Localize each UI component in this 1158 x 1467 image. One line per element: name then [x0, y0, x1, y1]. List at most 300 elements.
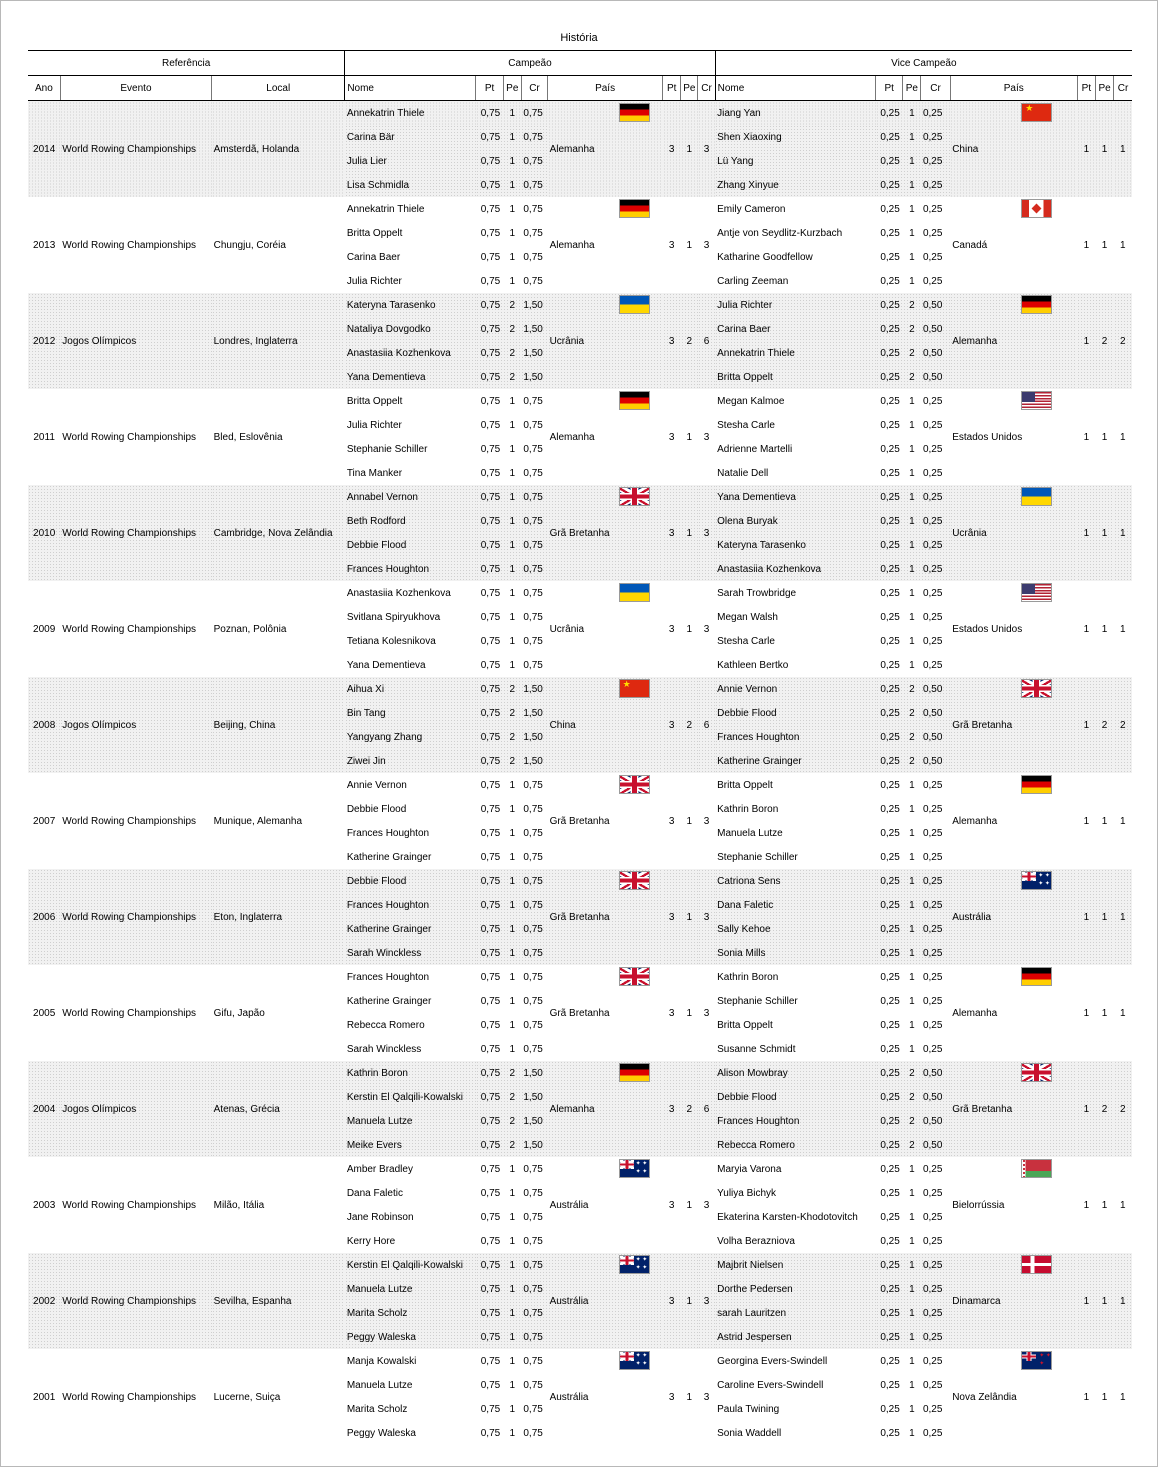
vice-athlete-cr: 0,25 [922, 1187, 943, 1199]
vice-athlete-pt: 0,25 [876, 365, 903, 389]
vice-athlete-pe: 1 [909, 1235, 915, 1247]
vice-athlete-pt: 0,25 [880, 971, 900, 983]
champion-country-cell [548, 581, 663, 677]
vice-athlete-cr: 0,25 [921, 941, 950, 965]
champion-athlete-name: Yana Dementieva [346, 659, 426, 671]
vice-athlete-pt: 0,25 [880, 275, 900, 287]
year-cell: 2002 [28, 1253, 60, 1349]
champion-athlete-name: Frances Houghton [345, 893, 476, 917]
champion-athlete-pt: 0,75 [480, 1043, 501, 1055]
champion-athlete-pe: 1 [509, 779, 516, 791]
champion-athlete-pe: 1 [509, 275, 516, 287]
vice-athlete-pt: 0,25 [876, 1277, 903, 1301]
champion-athlete-name: Debbie Flood [345, 869, 476, 893]
vice-athlete-pe: 1 [903, 149, 921, 173]
vice-athlete-name: Stephanie Schiller [717, 995, 798, 1007]
champion-athlete-pe: 1 [509, 1403, 516, 1415]
champion-athlete-cr: 0,75 [523, 659, 543, 671]
champion-athlete-pe: 2 [503, 317, 521, 341]
champion-athlete-cr: 0,75 [523, 1235, 543, 1247]
vice-athlete-name: Catriona Sens [715, 869, 875, 893]
champion-country-label: China [549, 719, 576, 731]
champion-country-cr: 3 [703, 239, 710, 251]
vice-athlete-name: Olena Buryak [715, 509, 875, 533]
new-zealand-flag-icon [1021, 1351, 1052, 1370]
champion-athlete-cr: 0,75 [521, 125, 547, 149]
champion-country-pe: 2 [681, 677, 698, 773]
champion-athlete-cr: 0,75 [523, 467, 543, 479]
vice-athlete-cr: 0,25 [922, 443, 943, 455]
champion-athlete-cr: 0,75 [523, 779, 543, 791]
champion-country-cell [548, 1157, 663, 1253]
canada-flag-icon [1021, 199, 1052, 218]
champion-country-label: Ucrânia [549, 623, 585, 635]
champion-athlete-name: Ziwei Jin [345, 749, 476, 773]
champion-athlete-name: Amber Bradley [346, 1163, 413, 1175]
vice-athlete-cr: 0,25 [922, 827, 943, 839]
vice-athlete-pe: 1 [903, 917, 921, 941]
table-row [28, 1253, 1132, 1277]
vice-athlete-pe: 1 [903, 173, 921, 197]
year-cell: 2006 [28, 869, 60, 965]
champion-country-label: Austrália [549, 1199, 589, 1211]
col-header-vice-name: Nome [715, 76, 875, 101]
vice-athlete-cr: 0,25 [921, 485, 950, 509]
vice-athlete-pe: 1 [903, 101, 921, 126]
australia-flag-icon [619, 1255, 650, 1274]
vice-athlete-name: Dana Faletic [715, 893, 875, 917]
vice-athlete-name: Georgina Evers-Swindell [717, 1355, 828, 1367]
champion-country-cell [548, 389, 663, 485]
champion-athlete-pe: 1 [509, 467, 516, 479]
ukraine-flag-icon [619, 295, 650, 314]
champion-athlete-pt: 0,75 [476, 101, 503, 126]
champion-athlete-cr: 0,75 [523, 395, 543, 407]
vice-athlete-name: Dorthe Pedersen [715, 1277, 875, 1301]
champion-athlete-pt: 0,75 [476, 365, 503, 389]
champion-athlete-name: Manuela Lutze [345, 1277, 476, 1301]
vice-athlete-name: Stephanie Schiller [717, 851, 798, 863]
vice-country-label: Grã Bretanha [952, 719, 1013, 731]
champion-athlete-pe: 1 [509, 827, 516, 839]
vice-athlete-pt: 0,25 [876, 725, 903, 749]
champion-athlete-cr: 0,75 [523, 1355, 543, 1367]
vice-athlete-cr: 0,25 [922, 227, 943, 239]
champion-athlete-pt: 0,75 [476, 557, 503, 581]
col-header-champion-pe: Pe [503, 76, 521, 101]
vice-country-label: Alemanha [952, 1007, 998, 1019]
champion-athlete-name: Stephanie Schiller [346, 443, 428, 455]
champion-athlete-name: Kerstin El Qalqili-Kowalski [345, 1085, 476, 1109]
champion-athlete-pt: 0,75 [480, 395, 501, 407]
champion-athlete-cr: 0,75 [523, 1211, 543, 1223]
vice-country-cr: 1 [1120, 239, 1126, 251]
vice-country-cell [950, 389, 1077, 485]
event-cell: World Rowing Championships [60, 101, 211, 198]
vice-country-label: Alemanha [952, 815, 998, 827]
vice-athlete-pt: 0,25 [880, 1187, 900, 1199]
vice-athlete-pt: 0,25 [876, 1133, 903, 1157]
champion-athlete-pe: 1 [509, 443, 516, 455]
vice-athlete-name: Stesha Carle [717, 635, 775, 647]
champion-country-label: Grã Bretanha [549, 815, 610, 827]
year-cell: 2009 [33, 623, 56, 635]
champion-athlete-name: Tetiana Kolesnikova [346, 635, 436, 647]
vice-athlete-cr: 0,25 [922, 1235, 943, 1247]
champion-athlete-pe: 1 [509, 971, 516, 983]
vice-country-pe: 2 [1095, 677, 1113, 773]
event-cell: Jogos Olímpicos [60, 293, 211, 389]
champion-country-pe: 2 [681, 1061, 698, 1157]
champion-athlete-pe: 1 [509, 1019, 516, 1031]
champion-athlete-pe: 2 [503, 293, 521, 317]
ukraine-flag-icon [619, 583, 650, 602]
year-cell: 2010 [28, 485, 60, 581]
vice-athlete-name: Sally Kehoe [715, 917, 875, 941]
champion-athlete-pe: 2 [503, 365, 521, 389]
vice-athlete-pt: 0,25 [880, 1163, 900, 1175]
vice-country-label: Estados Unidos [952, 623, 1023, 635]
champion-athlete-pt: 0,75 [476, 1301, 503, 1325]
vice-athlete-pe: 2 [903, 1133, 921, 1157]
champion-athlete-pe: 2 [503, 749, 521, 773]
champion-athlete-name: Marita Scholz [346, 1403, 408, 1415]
place-cell: Poznan, Polônia [213, 623, 287, 635]
champion-athlete-cr: 1,50 [521, 725, 547, 749]
vice-athlete-pe: 1 [909, 1019, 915, 1031]
champion-athlete-cr: 0,75 [523, 587, 543, 599]
vice-country-cell [950, 677, 1077, 773]
vice-athlete-name: Caroline Evers-Swindell [717, 1379, 824, 1391]
champion-athlete-name: Peggy Waleska [346, 1427, 416, 1439]
vice-country-pe: 1 [1101, 1199, 1108, 1211]
champion-athlete-pe: 1 [509, 1187, 516, 1199]
table-row [28, 197, 1132, 221]
vice-athlete-pt: 0,25 [880, 443, 900, 455]
champion-athlete-cr: 0,75 [523, 419, 543, 431]
champion-athlete-cr: 1,50 [521, 701, 547, 725]
champion-athlete-pt: 0,75 [476, 1085, 503, 1109]
vice-country-cell [950, 101, 1077, 198]
vice-athlete-cr: 0,25 [921, 1325, 950, 1349]
champion-country-pe: 1 [681, 101, 698, 198]
vice-athlete-pe: 1 [903, 1253, 921, 1277]
vice-athlete-pt: 0,25 [880, 203, 900, 215]
champion-country-pe: 1 [681, 1253, 698, 1349]
vice-athlete-pe: 1 [903, 1277, 921, 1301]
vice-athlete-name: sarah Lauritzen [715, 1301, 875, 1325]
champion-athlete-name: Frances Houghton [345, 557, 476, 581]
place-cell: Milão, Itália [213, 1199, 265, 1211]
vice-athlete-cr: 0,50 [921, 365, 950, 389]
vice-country-cr: 1 [1114, 101, 1132, 198]
champion-athlete-pt: 0,75 [476, 173, 503, 197]
champion-country-cell [548, 293, 663, 389]
vice-athlete-cr: 0,50 [921, 1061, 950, 1085]
vice-athlete-cr: 0,25 [922, 779, 943, 791]
year-cell: 2003 [33, 1199, 56, 1211]
champion-athlete-name: Meike Evers [345, 1133, 476, 1157]
champion-country-cell [548, 773, 663, 869]
champion-country-pt: 3 [663, 1253, 681, 1349]
champion-athlete-pe: 2 [503, 341, 521, 365]
champion-country-cr: 3 [698, 101, 715, 198]
vice-country-label: Grã Bretanha [952, 1103, 1013, 1115]
champion-country-cell [548, 1061, 663, 1157]
vice-athlete-cr: 0,25 [922, 395, 943, 407]
vice-country-pe: 1 [1101, 815, 1108, 827]
vice-country-cr: 2 [1114, 293, 1132, 389]
event-cell: World Rowing Championships [60, 869, 211, 965]
champion-athlete-pe: 1 [509, 251, 516, 263]
champion-athlete-pe: 1 [503, 557, 521, 581]
vice-athlete-name: Kathrin Boron [717, 971, 779, 983]
champion-athlete-cr: 0,75 [523, 203, 543, 215]
year-cell: 2013 [33, 239, 56, 251]
champion-country-cell [548, 869, 663, 965]
vice-country-pt: 1 [1083, 1199, 1090, 1211]
champion-country-pe: 1 [686, 623, 693, 635]
champion-athlete-pt: 0,75 [480, 227, 501, 239]
champion-country-label: Alemanha [549, 431, 595, 443]
place-cell: Gifu, Japão [213, 1007, 265, 1019]
champion-athlete-pt: 0,75 [476, 893, 503, 917]
vice-athlete-cr: 0,50 [921, 749, 950, 773]
champion-athlete-name: Annekatrin Thiele [346, 203, 425, 215]
champion-athlete-name: Yana Dementieva [345, 365, 476, 389]
vice-athlete-name: Sonia Mills [715, 941, 875, 965]
champion-athlete-pt: 0,75 [480, 1187, 501, 1199]
year-cell: 2011 [33, 431, 55, 443]
champion-athlete-name: Annekatrin Thiele [345, 101, 476, 126]
vice-country-pe: 1 [1095, 485, 1113, 581]
place-cell: Atenas, Grécia [212, 1061, 345, 1157]
champion-athlete-pe: 1 [503, 509, 521, 533]
vice-athlete-pe: 2 [903, 725, 921, 749]
vice-athlete-pt: 0,25 [880, 395, 900, 407]
vice-athlete-pe: 1 [909, 635, 915, 647]
champion-athlete-cr: 0,75 [523, 1427, 543, 1439]
col-header-champion-cr: Cr [521, 76, 547, 101]
vice-athlete-cr: 0,25 [922, 659, 943, 671]
champion-athlete-pe: 1 [503, 533, 521, 557]
vice-athlete-pt: 0,25 [880, 803, 900, 815]
col-header-champion-name: Nome [345, 76, 476, 101]
event-cell: World Rowing Championships [62, 239, 197, 251]
vice-athlete-cr: 0,25 [921, 509, 950, 533]
vice-athlete-name: Debbie Flood [715, 701, 875, 725]
champion-athlete-name: Sarah Winckless [346, 1043, 422, 1055]
champion-athlete-name: Anastasiia Kozhenkova [346, 587, 451, 599]
vice-athlete-name: Annie Vernon [715, 677, 875, 701]
vice-athlete-pt: 0,25 [880, 251, 900, 263]
vice-athlete-cr: 0,25 [922, 995, 943, 1007]
champion-athlete-name: Marita Scholz [345, 1301, 476, 1325]
vice-athlete-pt: 0,25 [880, 851, 900, 863]
champion-athlete-cr: 0,75 [523, 851, 543, 863]
vice-country-pt: 1 [1077, 293, 1095, 389]
champion-athlete-pe: 1 [509, 803, 516, 815]
germany-flag-icon [619, 199, 650, 218]
uk-flag-icon [1021, 1063, 1052, 1082]
table-row [28, 293, 1132, 317]
champion-country-pt: 3 [668, 1007, 675, 1019]
vice-athlete-pe: 1 [909, 467, 915, 479]
vice-athlete-pe: 1 [903, 485, 921, 509]
vice-athlete-pe: 2 [903, 341, 921, 365]
champion-athlete-pt: 0,75 [476, 1253, 503, 1277]
page-title: História [560, 32, 598, 44]
col-header-vice-pe: Pe [903, 76, 921, 101]
vice-athlete-pe: 1 [903, 509, 921, 533]
vice-athlete-pe: 1 [909, 1427, 915, 1439]
champion-country-pt: 3 [663, 293, 681, 389]
vice-country-cr: 1 [1120, 431, 1126, 443]
col-header-vice-country-cr: Cr [1114, 76, 1132, 101]
champion-athlete-pe: 1 [509, 203, 516, 215]
vice-athlete-pt: 0,25 [876, 749, 903, 773]
vice-athlete-pe: 1 [903, 533, 921, 557]
year-cell: 2008 [28, 677, 60, 773]
champion-country-cell [548, 1253, 663, 1349]
champion-athlete-cr: 0,75 [523, 1187, 543, 1199]
champion-athlete-name: Svitlana Spiryukhova [346, 611, 441, 623]
champion-athlete-name: Katherine Grainger [346, 995, 432, 1007]
champion-athlete-cr: 0,75 [523, 635, 543, 647]
champion-athlete-name: Annie Vernon [346, 779, 407, 791]
vice-athlete-cr: 0,25 [921, 1277, 950, 1301]
champion-athlete-pe: 1 [509, 587, 516, 599]
champion-athlete-name: Debbie Flood [345, 533, 476, 557]
vice-athlete-name: Debbie Flood [715, 1085, 875, 1109]
champion-athlete-pe: 1 [509, 635, 516, 647]
champion-athlete-cr: 0,75 [521, 1301, 547, 1325]
vice-athlete-cr: 0,25 [921, 869, 950, 893]
champion-athlete-name: Kateryna Tarasenko [345, 293, 476, 317]
vice-country-label: Estados Unidos [952, 431, 1023, 443]
champion-athlete-cr: 0,75 [521, 485, 547, 509]
vice-athlete-name: Kathrin Boron [717, 803, 779, 815]
vice-athlete-pt: 0,25 [876, 701, 903, 725]
event-cell: World Rowing Championships [62, 1391, 197, 1403]
vice-athlete-cr: 0,50 [921, 1085, 950, 1109]
vice-athlete-name: Kateryna Tarasenko [715, 533, 875, 557]
vice-country-pt: 1 [1077, 1061, 1095, 1157]
australia-flag-icon [619, 1351, 650, 1370]
champion-athlete-name: Aihua Xi [345, 677, 476, 701]
vice-athlete-pe: 1 [903, 869, 921, 893]
champion-country-pt: 3 [668, 239, 675, 251]
champion-athlete-pe: 1 [509, 1043, 516, 1055]
vice-country-label: China [952, 143, 979, 155]
vice-country-cr: 1 [1120, 623, 1126, 635]
col-header-vice-pt: Pt [876, 76, 903, 101]
vice-athlete-pt: 0,25 [880, 587, 900, 599]
champion-athlete-pt: 0,75 [476, 485, 503, 509]
vice-athlete-pt: 0,25 [876, 317, 903, 341]
vice-athlete-pe: 1 [903, 1325, 921, 1349]
col-header-champion-country-pt: Pt [663, 76, 681, 101]
vice-athlete-name: Shen Xiaoxing [715, 125, 875, 149]
vice-athlete-name: Paula Twining [717, 1403, 780, 1415]
place-cell: Beijing, China [212, 677, 345, 773]
place-cell: Amsterdã, Holanda [212, 101, 345, 198]
belarus-flag-icon [1021, 1159, 1052, 1178]
vice-athlete-name: Maryia Varona [717, 1163, 782, 1175]
uk-flag-icon [619, 487, 650, 506]
champion-athlete-pt: 0,75 [476, 509, 503, 533]
champion-country-pt: 3 [668, 1199, 675, 1211]
champion-athlete-pt: 0,75 [480, 995, 501, 1007]
vice-country-pe: 2 [1095, 293, 1113, 389]
vice-country-pt: 1 [1083, 623, 1090, 635]
vice-athlete-pt: 0,25 [876, 1325, 903, 1349]
vice-athlete-pe: 1 [909, 827, 915, 839]
champion-athlete-pt: 0,75 [476, 749, 503, 773]
champion-athlete-pt: 0,75 [480, 1379, 501, 1391]
champion-country-cr: 3 [698, 485, 715, 581]
champion-athlete-pe: 1 [503, 101, 521, 126]
vice-country-cr: 2 [1114, 677, 1132, 773]
vice-athlete-cr: 0,25 [922, 1211, 943, 1223]
champion-country-label: Grã Bretanha [549, 1007, 610, 1019]
col-header-champion-country-pe: Pe [681, 76, 698, 101]
vice-athlete-name: Carling Zeeman [717, 275, 789, 287]
champion-athlete-name: Dana Faletic [346, 1187, 403, 1199]
vice-athlete-pt: 0,25 [880, 1355, 900, 1367]
champion-athlete-cr: 0,75 [523, 995, 543, 1007]
vice-athlete-name: Britta Oppelt [717, 779, 773, 791]
champion-athlete-pe: 1 [503, 893, 521, 917]
vice-athlete-name: Jiang Yan [715, 101, 875, 126]
vice-athlete-pe: 1 [909, 995, 915, 1007]
vice-athlete-cr: 0,25 [921, 557, 950, 581]
vice-athlete-cr: 0,25 [922, 467, 943, 479]
vice-athlete-name: Sonia Waddell [717, 1427, 782, 1439]
vice-country-cell [950, 965, 1077, 1061]
vice-country-pt: 1 [1083, 431, 1090, 443]
champion-athlete-pt: 0,75 [480, 827, 501, 839]
vice-country-cr: 1 [1120, 1199, 1126, 1211]
vice-country-cr: 1 [1114, 869, 1132, 965]
champion-athlete-pt: 0,75 [476, 1277, 503, 1301]
champion-athlete-pe: 1 [509, 1379, 516, 1391]
champion-athlete-pe: 1 [509, 1211, 516, 1223]
champion-country-pe: 1 [686, 1391, 693, 1403]
vice-country-label: Austrália [952, 911, 992, 923]
champion-athlete-pt: 0,75 [476, 869, 503, 893]
event-cell: World Rowing Championships [62, 1007, 197, 1019]
vice-athlete-cr: 0,25 [922, 635, 943, 647]
vice-athlete-pe: 1 [909, 1355, 915, 1367]
champion-country-cr: 3 [703, 815, 710, 827]
champion-country-cr: 6 [698, 1061, 715, 1157]
vice-athlete-name: Frances Houghton [715, 725, 875, 749]
champion-athlete-cr: 1,50 [521, 365, 547, 389]
champion-country-pt: 3 [668, 815, 675, 827]
champion-athlete-name: Debbie Flood [346, 803, 407, 815]
place-cell: Munique, Alemanha [213, 815, 303, 827]
vice-athlete-pe: 1 [909, 611, 915, 623]
vice-athlete-name: Majbrit Nielsen [715, 1253, 875, 1277]
vice-athlete-pt: 0,25 [876, 485, 903, 509]
table-row [28, 581, 1132, 605]
champion-athlete-pe: 1 [509, 1427, 516, 1439]
vice-athlete-name: Rebecca Romero [715, 1133, 875, 1157]
vice-country-pe: 1 [1101, 1007, 1108, 1019]
champion-athlete-name: Rebecca Romero [346, 1019, 425, 1031]
vice-athlete-pe: 2 [903, 701, 921, 725]
